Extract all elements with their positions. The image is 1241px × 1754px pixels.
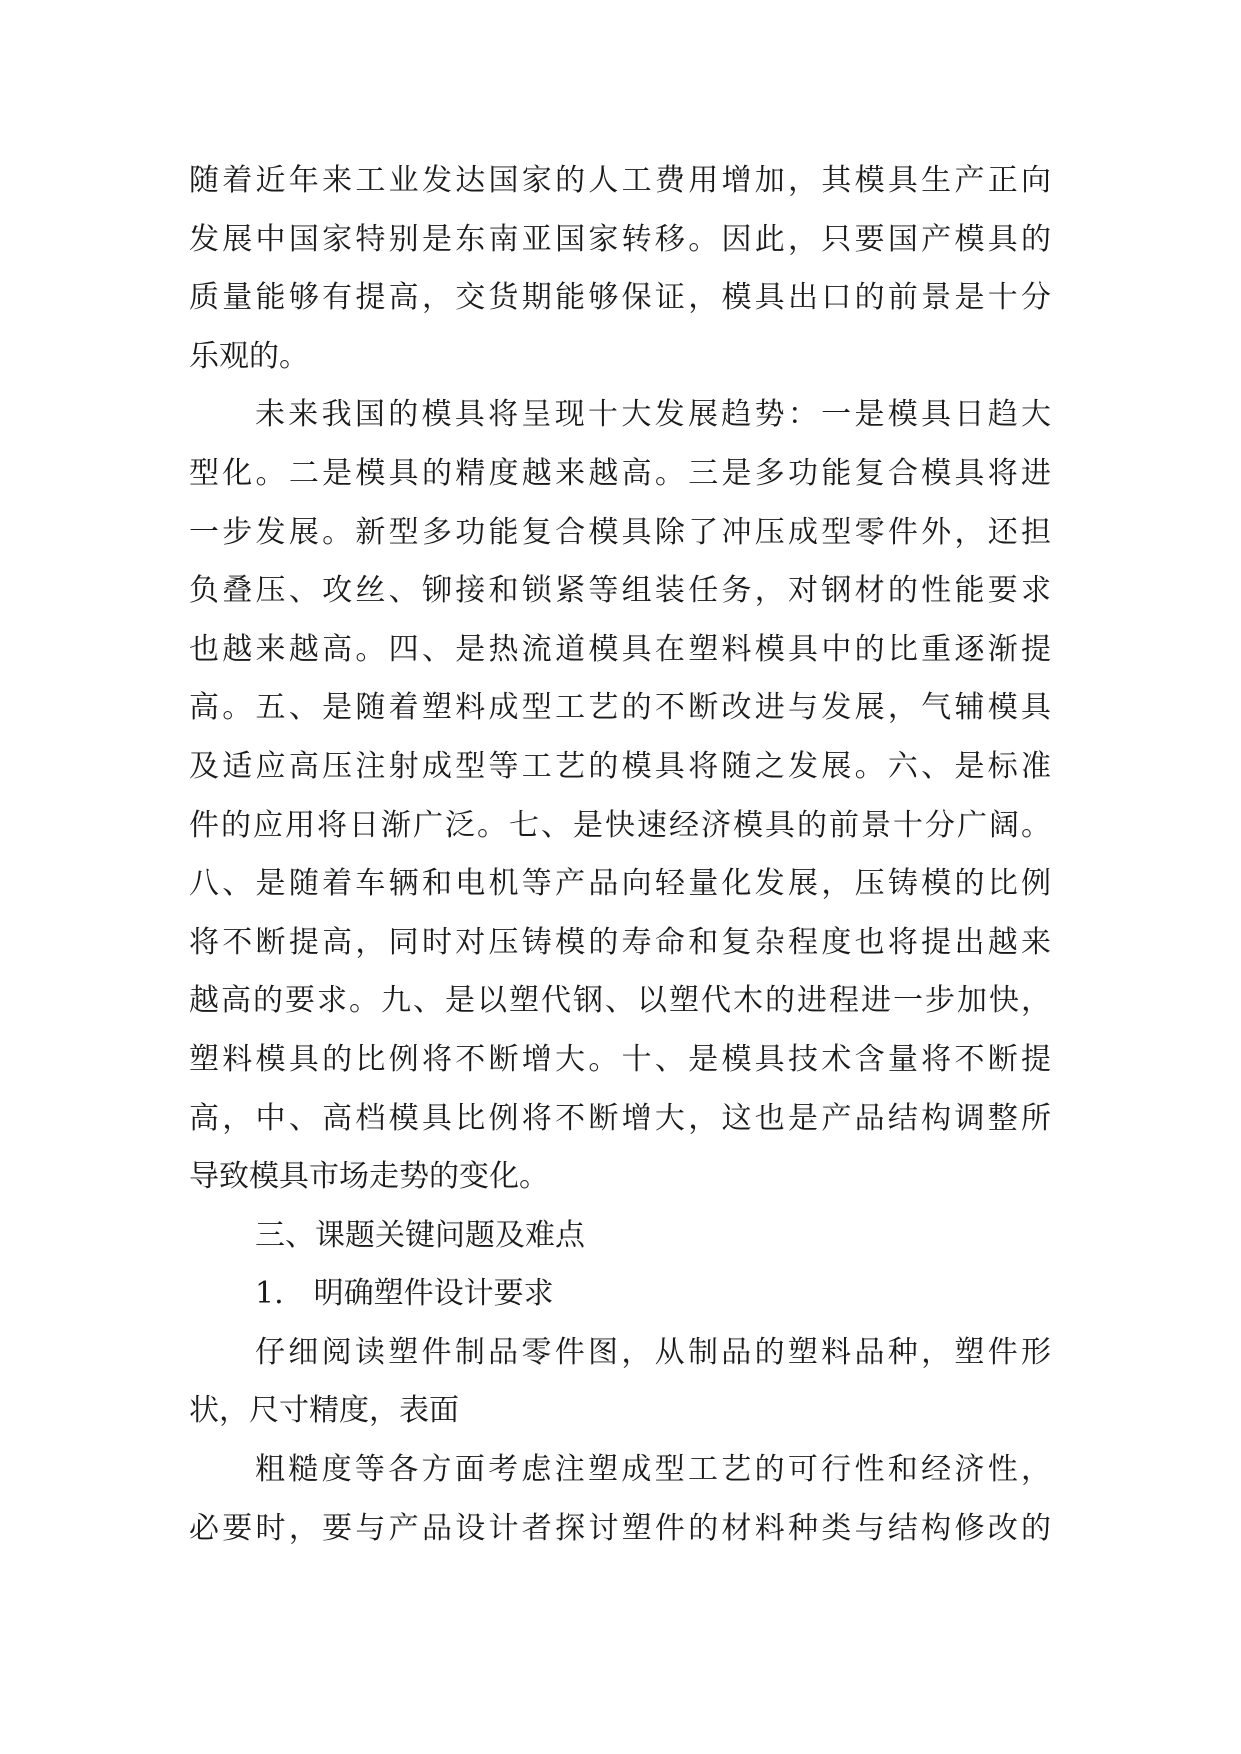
text-line: 越高的要求。九、是以塑代钢、以塑代木的进程进一步加快， xyxy=(189,983,1051,1019)
text-line: 一步发展。新型多功能复合模具除了冲压成型零件外，还担 xyxy=(189,514,1051,550)
text-line: 件的应用将日渐广泛。七、是快速经济模具的前景十分广阔。 xyxy=(189,807,1051,843)
text-line: 也越来越高。四、是热流道模具在塑料模具中的比重逐渐提 xyxy=(189,631,1051,667)
text-line: 高，中、高档模具比例将不断增大，这也是产品结构调整所 xyxy=(189,1100,1051,1136)
text-line: 塑料模具的比例将不断增大。十、是模具技术含量将不断提 xyxy=(189,1041,1051,1077)
text-line: 质量能够有提高，交货期能够保证，模具出口的前景是十分 xyxy=(189,280,1051,316)
text-line: 未来我国的模具将呈现十大发展趋势：一是模具日趋大 xyxy=(255,397,1051,433)
text-line: 必要时，要与产品设计者探讨塑件的材料种类与结构修改的 xyxy=(189,1510,1051,1546)
text-line: 型化。二是模具的精度越来越高。三是多功能复合模具将进 xyxy=(189,455,1051,491)
section-heading: 三、课题关键问题及难点 xyxy=(255,1217,585,1253)
text-line: 及适应高压注射成型等工艺的模具将随之发展。六、是标准 xyxy=(189,748,1051,784)
text-line: 导致模具市场走势的变化。 xyxy=(189,1159,549,1195)
text-line: 高。五、是随着塑料成型工艺的不断改进与发展，气辅模具 xyxy=(189,690,1051,726)
text-line: 将不断提高，同时对压铸模的寿命和复杂程度也将提出越来 xyxy=(189,924,1051,960)
text-line: 乐观的。 xyxy=(189,338,309,374)
text-line: 发展中国家特别是东南亚国家转移。因此，只要国产模具的 xyxy=(189,221,1051,257)
text-line: 负叠压、攻丝、铆接和锁紧等组装任务，对钢材的性能要求 xyxy=(189,573,1051,609)
text-line: 八、是随着车辆和电机等产品向轻量化发展，压铸模的比例 xyxy=(189,866,1051,902)
text-line: 仔细阅读塑件制品零件图，从制品的塑料品种，塑件形 xyxy=(255,1334,1051,1370)
body-text xyxy=(189,152,1051,1558)
text-line: 状，尺寸精度，表面 xyxy=(189,1393,459,1429)
text-line: 粗糙度等各方面考虑注塑成型工艺的可行性和经济性， xyxy=(255,1452,1051,1488)
text-line: 随着近年来工业发达国家的人工费用增加，其模具生产正向 xyxy=(189,163,1051,198)
subsection-heading: 1. 明确塑件设计要求 xyxy=(255,1276,554,1312)
